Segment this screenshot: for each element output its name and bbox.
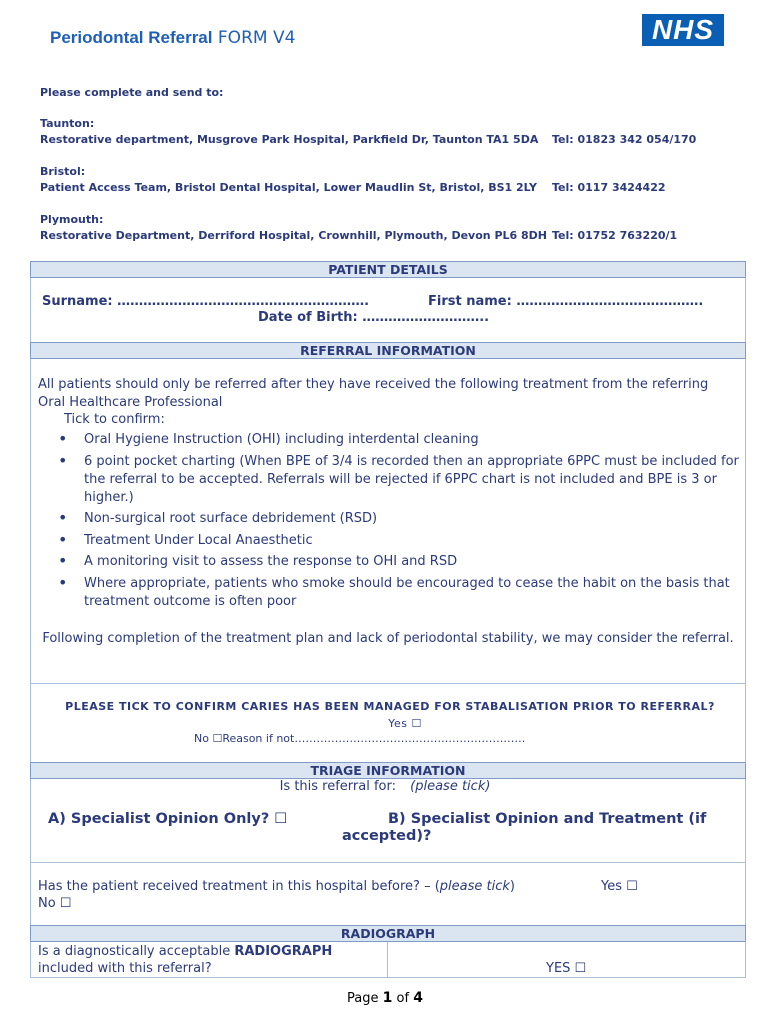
location-address: Restorative Department, Derriford Hospital, Crownhill, Plymouth, Devon PL6 8DH (40, 229, 547, 242)
caries-confirm (60, 698, 720, 732)
radiograph-q-bold: RADIOGRAPH (234, 944, 333, 959)
location-city: Taunton: (40, 117, 95, 130)
dob-field[interactable]: Date of Birth: ……………………….. (258, 310, 490, 325)
location-address: Patient Access Team, Bristol Dental Hospital, Lower Maudlin St, Bristol, BS1 2LY (40, 181, 537, 194)
divider (30, 683, 746, 684)
column-divider (387, 942, 388, 978)
list-item: • Non-surgical root surface debridement (RSD) (58, 510, 740, 528)
list-item: • Where appropriate, patients who smoke should be encouraged to cease the habit on the basis that treatment outcome is often poor (58, 575, 740, 611)
radiograph-q-start: Is a diagnostically acceptable (38, 944, 235, 959)
location-city: Plymouth: (40, 213, 104, 226)
first-name-field[interactable]: First name: ……………………………………. (428, 294, 704, 309)
surname-field[interactable]: Surname: …………………………………………………. (42, 294, 370, 309)
treatment-list (58, 431, 740, 615)
location-address-row (40, 229, 740, 242)
referral-info-heading: REFERRAL INFORMATION (30, 342, 746, 359)
radiograph-q-end: included with this referral? (38, 961, 212, 976)
radiograph-question (38, 943, 383, 977)
tick-to-confirm: Tick to confirm: (64, 412, 165, 427)
location-tel: Tel: 0117 3424422 (552, 181, 666, 194)
page-number (0, 990, 770, 1006)
location-address: Restorative department, Musgrove Park Hospital, Parkfield Dr, Taunton TA1 5DA (40, 133, 539, 146)
list-item: • Treatment Under Local Anaesthetic (58, 532, 740, 550)
caries-question: PLEASE TICK TO CONFIRM CARIES HAS BEEN MANAGED FOR STABALISATION PRIOR TO REFERRAL? (65, 700, 715, 713)
page-total: 4 (413, 990, 423, 1006)
divider (30, 862, 746, 863)
title-bold: Periodontal Referral (50, 28, 213, 47)
triage-question (0, 779, 770, 794)
list-item: • 6 point pocket charting (When BPE of 3/4 is recorded then an appropriate 6PPC must be included for the referral to be accepted. Referrals will be rejected if 6PPC chart is not included and BPE is 3 or higher.) (58, 453, 740, 507)
location-address-row (40, 181, 740, 194)
radiograph-heading: RADIOGRAPH (30, 925, 746, 942)
option-b-checkbox[interactable] (342, 811, 732, 845)
patient-name-line (42, 294, 704, 309)
page-label: Page (347, 991, 379, 1006)
location-city: Bristol: (40, 165, 86, 178)
location-address-row (40, 133, 740, 146)
location-tel: Tel: 01823 342 054/170 (552, 133, 697, 146)
form-frame (30, 261, 746, 978)
page-current: 1 (382, 990, 393, 1006)
prev-no-checkbox[interactable]: No ☐ (38, 896, 72, 911)
divider (30, 977, 746, 978)
previous-treatment (38, 878, 638, 912)
prev-yes-checkbox[interactable]: Yes ☐ (601, 879, 638, 894)
option-b-line1: B) Specialist Opinion and Treatment (if (388, 811, 707, 827)
page-title (50, 28, 295, 48)
referral-intro: All patients should only be referred after they have received the following treatment from the referring Oral Healthcare Professional (38, 377, 709, 410)
title-version: FORM V4 (217, 28, 296, 48)
patient-details-heading: PATIENT DETAILS (30, 261, 746, 278)
option-b-line2: accepted)? (342, 828, 432, 844)
nhs-logo: NHS (642, 14, 724, 46)
caries-yes-checkbox[interactable]: Yes ☐ (388, 717, 422, 730)
prev-close: ) (509, 879, 515, 894)
triage-question-text: Is this referral for: (279, 779, 397, 794)
of-label: of (396, 991, 410, 1006)
list-item: • A monitoring visit to assess the response to OHI and RSD (58, 553, 740, 571)
list-item: • Oral Hygiene Instruction (OHI) including interdental cleaning (58, 431, 740, 449)
prev-hint: please tick (439, 879, 510, 894)
following-text: Following completion of the treatment plan and lack of periodontal stability, we may consider the referral. (42, 631, 734, 646)
option-a-checkbox[interactable]: A) Specialist Opinion Only? ☐ (48, 811, 288, 827)
triage-question-hint: (please tick) (410, 779, 491, 794)
triage-heading: TRIAGE INFORMATION (30, 762, 746, 779)
caries-no-checkbox[interactable]: No ☐Reason if not……………………………………………………… (194, 732, 526, 745)
send-to-heading: Please complete and send to: (40, 86, 224, 99)
location-tel: Tel: 01752 763220/1 (552, 229, 678, 242)
radiograph-yes-checkbox[interactable]: YES ☐ (546, 961, 587, 976)
prev-question: Has the patient received treatment in this hospital before? – ( (38, 879, 440, 894)
